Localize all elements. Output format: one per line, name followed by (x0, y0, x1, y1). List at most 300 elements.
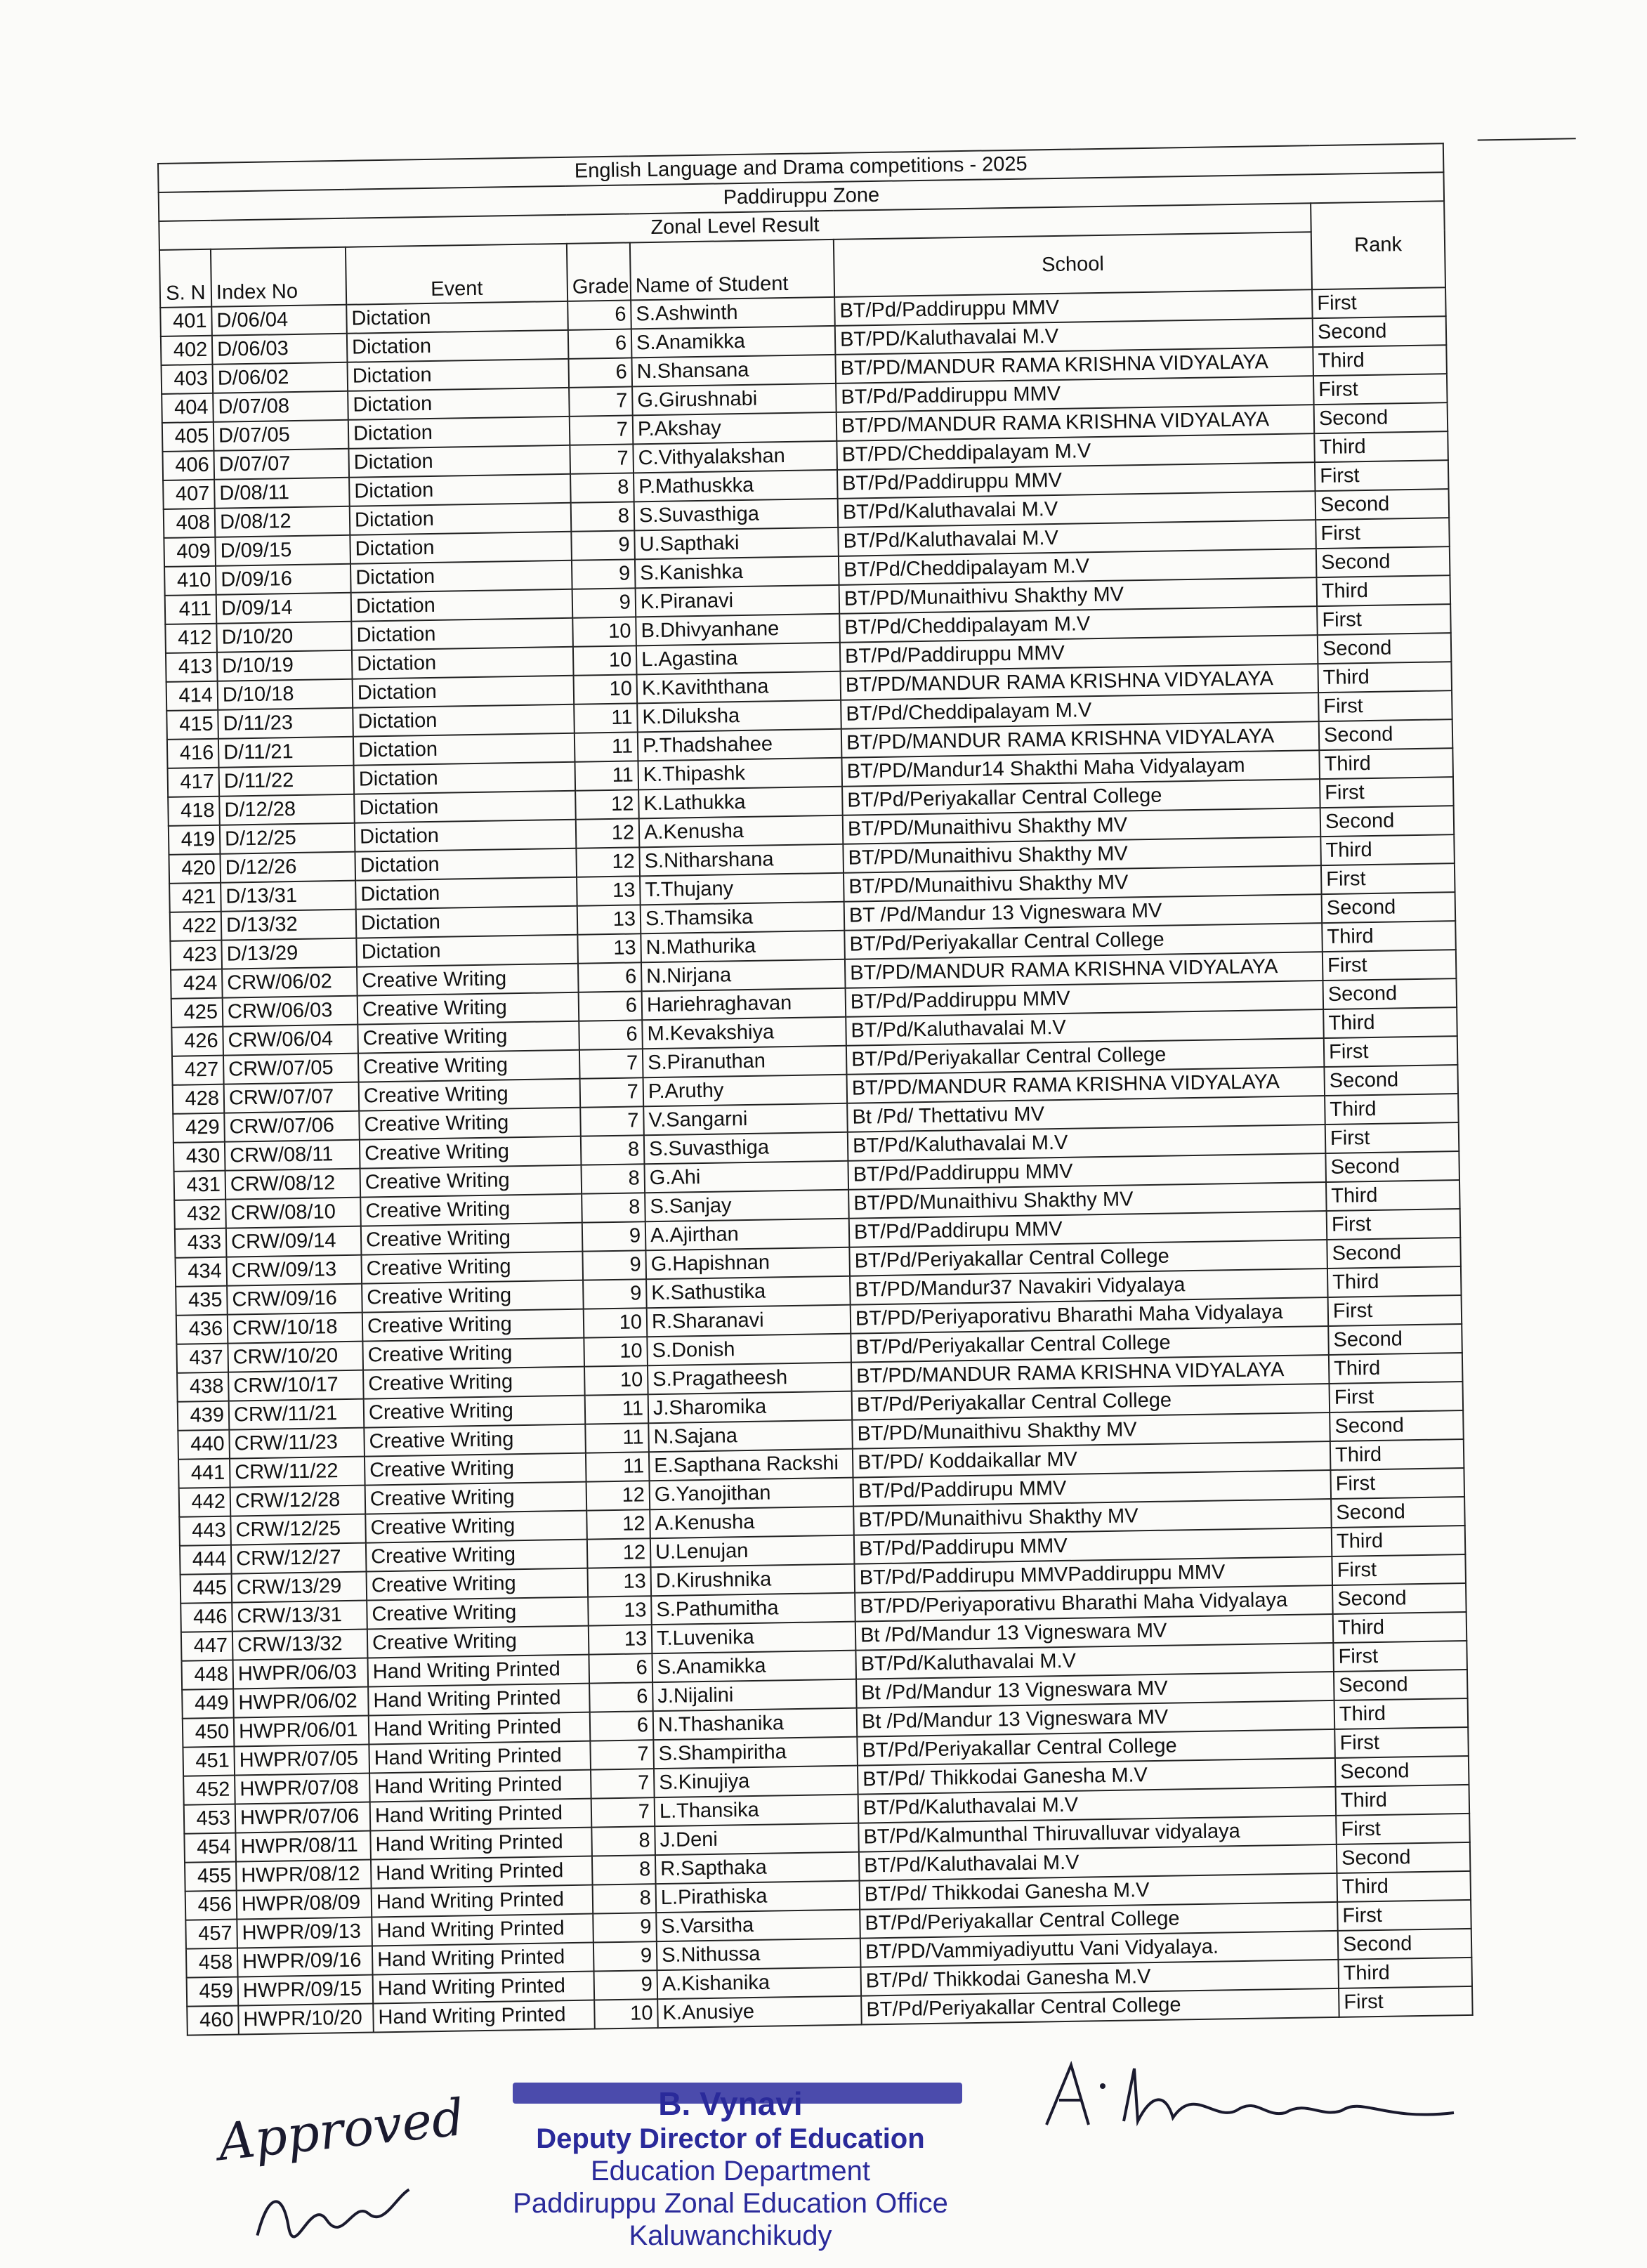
cell-rank: Third (1319, 748, 1453, 779)
cell-student-name: S.Nitharshana (639, 844, 844, 877)
cell-rank: First (1313, 374, 1448, 405)
cell-grade: 8 (581, 1164, 645, 1193)
cell-sn: 419 (169, 825, 221, 855)
cell-grade: 8 (571, 502, 635, 531)
cell-index-no: D/12/26 (220, 852, 355, 883)
stamp-name: B. Vynavi (658, 2085, 803, 2122)
cell-event: Creative Writing (360, 1165, 582, 1198)
cell-rank: First (1312, 287, 1446, 318)
cell-rank: Second (1338, 1929, 1472, 1960)
cell-index-no: HWPR/06/02 (233, 1687, 369, 1718)
cell-student-name: R.Sapthaka (655, 1852, 860, 1884)
cell-school: BT/PD/ Koddaikallar MV (853, 1441, 1331, 1478)
cell-grade: 10 (584, 1337, 648, 1366)
cell-school: BT/Pd/Periyakallar Central College (852, 1384, 1330, 1420)
cell-index-no: HWPR/09/13 (237, 1918, 372, 1948)
cell-student-name: N.Thashanika (653, 1708, 858, 1741)
cell-grade: 11 (586, 1452, 650, 1481)
cell-sn: 418 (168, 797, 220, 826)
cell-event: Creative Writing (362, 1338, 584, 1370)
cell-student-name: K.Kaviththana (637, 671, 841, 704)
cell-school: BT/PD/Munaithivu Shakthy MV (844, 865, 1322, 902)
cell-rank: First (1318, 690, 1452, 721)
cell-school: BT/Pd/Kaluthavalai M.V (855, 1643, 1334, 1679)
cell-sn: 460 (187, 2006, 239, 2036)
cell-index-no: D/12/28 (219, 794, 355, 825)
cell-event: Dictation (356, 935, 578, 967)
cell-event: Dictation (348, 417, 570, 449)
cell-sn: 440 (178, 1430, 230, 1460)
cell-student-name: S.Ashwinth (631, 297, 835, 329)
cell-grade: 13 (577, 876, 641, 905)
cell-rank: First (1324, 1036, 1458, 1067)
cell-event: Creative Writing (360, 1194, 582, 1226)
cell-sn: 439 (178, 1401, 230, 1431)
rank-header: Rank (1311, 201, 1445, 289)
cell-grade: 11 (575, 761, 638, 790)
cell-school: BT/PD/Periyaporativu Bharathi Maha Vidyalaya (851, 1297, 1329, 1334)
cell-student-name: K.Sathustika (646, 1276, 851, 1309)
cell-student-name: N.Mathurika (641, 931, 845, 963)
cell-event: Hand Writing Printed (370, 1799, 592, 1831)
cell-index-no: HWPR/09/15 (238, 1975, 374, 2006)
cell-index-no: D/06/02 (213, 362, 348, 393)
cell-event: Dictation (348, 445, 570, 478)
cell-event: Creative Writing (357, 992, 579, 1025)
signature-left (247, 2175, 421, 2261)
cell-event: Creative Writing (359, 1108, 581, 1140)
cell-sn: 454 (184, 1833, 236, 1863)
cell-sn: 432 (174, 1200, 226, 1229)
cell-school: BT/Pd/Periyakallar Central College (844, 923, 1323, 959)
cell-student-name: S.Pathumitha (651, 1593, 855, 1625)
cell-rank: Second (1324, 1065, 1458, 1096)
cell-rank: Third (1327, 1266, 1462, 1297)
cell-index-no: CRW/12/25 (230, 1514, 366, 1545)
cell-index-no: CRW/06/04 (223, 1025, 358, 1056)
cell-sn: 402 (161, 336, 213, 365)
cell-index-no: HWPR/08/09 (237, 1889, 372, 1920)
stamp-office: Paddiruppu Zonal Education Office (513, 2188, 948, 2219)
zone-title: Paddiruppu Zone (159, 172, 1445, 221)
cell-rank: Third (1333, 1612, 1467, 1643)
cell-index-no: CRW/08/11 (225, 1140, 360, 1171)
cell-sn: 458 (186, 1948, 238, 1978)
cell-index-no: D/11/23 (218, 708, 353, 739)
cell-school: BT/Pd/Paddiruppu MMV (848, 1153, 1326, 1190)
cell-grade: 12 (586, 1509, 650, 1539)
cell-sn: 430 (173, 1142, 225, 1172)
cell-student-name: A.Kishanika (657, 1967, 862, 2000)
cell-index-no: CRW/09/14 (226, 1226, 362, 1257)
approved-handwriting: Approved (215, 2087, 467, 2172)
level-title: Zonal Level Result (159, 203, 1311, 250)
cell-event: Dictation (350, 532, 572, 564)
cell-event: Hand Writing Printed (369, 1712, 591, 1745)
cell-index-no: CRW/09/16 (227, 1284, 362, 1315)
cell-student-name: K.Lathukka (638, 787, 843, 819)
cell-grade: 13 (588, 1567, 652, 1597)
cell-sn: 455 (185, 1862, 237, 1892)
cell-student-name: S.Suvasthiga (634, 499, 839, 531)
cell-event: Creative Writing (365, 1453, 586, 1486)
cell-school: BT/PD/Periyaporativu Bharathi Maha Vidyalaya (855, 1585, 1333, 1622)
cell-event: Dictation (350, 503, 572, 535)
stamp-department: Education Department (590, 2156, 870, 2187)
cell-rank: Second (1330, 1410, 1464, 1441)
cell-event: Dictation (354, 791, 576, 823)
cell-student-name: G.Yanojithan (650, 1478, 854, 1510)
cell-student-name: U.Sapthaki (634, 527, 839, 560)
cell-event: Hand Writing Printed (369, 1741, 591, 1774)
cell-event: Dictation (351, 618, 573, 650)
cell-rank: Third (1322, 921, 1456, 952)
page-title: English Language and Drama competitions - 2025 (158, 143, 1444, 192)
cell-school: BT/Pd/Kalmunthal Thiruvalluvar vidyalaya (858, 1816, 1337, 1852)
cell-rank: Second (1327, 1238, 1461, 1269)
results-table (157, 143, 1474, 2036)
cell-student-name: K.Piranavi (636, 585, 840, 617)
cell-student-name: G.Hapishnan (645, 1247, 850, 1280)
cell-school: BT/Pd/Paddiruppu MMV (846, 981, 1324, 1017)
footer (0, 2058, 1647, 2262)
cell-sn: 413 (166, 653, 218, 682)
cell-school: BT/PD/MANDUR RAMA KRISHNA VIDYALAYA (851, 1355, 1330, 1391)
cell-index-no: D/09/15 (215, 535, 350, 566)
cell-sn: 403 (162, 365, 214, 394)
cell-sn: 429 (173, 1113, 225, 1143)
cell-event: Creative Writing (357, 1021, 579, 1054)
cell-index-no: CRW/07/07 (224, 1082, 360, 1113)
results-sheet (157, 143, 1472, 2052)
cell-sn: 407 (163, 480, 215, 509)
cell-school: BT/Pd/Paddirupu MMVPaddiruppu MMV (854, 1556, 1332, 1593)
cell-rank: First (1337, 1900, 1471, 1931)
cell-school: BT/Pd/Paddiruppu MMV (837, 462, 1315, 499)
cell-student-name: M.Kevakshiya (642, 1017, 846, 1049)
cell-event: Dictation (348, 388, 570, 420)
cell-sn: 427 (172, 1056, 224, 1085)
cell-sn: 406 (162, 451, 214, 480)
cell-student-name: A.Ajirthan (645, 1219, 850, 1251)
cell-sn: 416 (167, 739, 219, 768)
cell-grade: 13 (588, 1596, 652, 1625)
cell-student-name: S.Piranuthan (643, 1046, 847, 1078)
cell-school: BT/PD/Mandur14 Shakthi Maha Vidyalayam (841, 750, 1320, 787)
cell-grade: 6 (578, 962, 642, 992)
cell-sn: 412 (165, 624, 217, 653)
cell-school: BT/Pd/Periyakallar Central College (857, 1729, 1335, 1766)
cell-sn: 425 (171, 998, 223, 1028)
cell-event: Dictation (354, 762, 576, 794)
stamp-title: Deputy Director of Education (536, 2123, 925, 2154)
cell-rank: First (1325, 1122, 1459, 1153)
cell-grade: 10 (594, 1999, 658, 2028)
cell-student-name: T.Thujany (640, 873, 844, 905)
cell-sn: 401 (160, 307, 212, 336)
cell-grade: 12 (586, 1481, 650, 1510)
cell-grade: 6 (567, 300, 631, 329)
cell-rank: Second (1328, 1324, 1462, 1355)
cell-school: BT/Pd/Periyakallar Central College (861, 1988, 1339, 2025)
cell-student-name: R.Sharanavi (647, 1305, 851, 1337)
cell-student-name: G.Ahi (644, 1161, 848, 1193)
cell-event: Dictation (347, 359, 569, 391)
cell-school: BT/Pd/Paddiruppu MMV (836, 376, 1314, 412)
cell-event: Hand Writing Printed (370, 1828, 592, 1860)
cell-rank: Third (1326, 1180, 1460, 1211)
cell-rank: First (1330, 1382, 1464, 1412)
cell-index-no: D/10/18 (218, 679, 353, 710)
signature-right (1032, 2058, 1468, 2135)
cell-sn: 404 (162, 393, 214, 423)
cell-sn: 437 (176, 1344, 228, 1373)
cell-student-name: K.Diluksha (637, 700, 841, 733)
col-name: Name of Student (630, 240, 834, 301)
cell-event: Creative Writing (365, 1482, 587, 1514)
cell-school: BT/PD/Cheddipalayam M.V (836, 433, 1315, 470)
cell-grade: 7 (579, 1049, 643, 1078)
cell-grade: 6 (579, 1020, 643, 1049)
cell-grade: 7 (570, 444, 634, 473)
cell-index-no: D/07/07 (214, 449, 349, 480)
cell-student-name: N.Nirjana (641, 959, 846, 992)
cell-grade: 8 (570, 473, 634, 502)
cell-sn: 449 (182, 1689, 234, 1719)
cell-index-no: D/11/22 (219, 766, 355, 797)
cell-school: Bt /Pd/ Thettativu MV (847, 1096, 1325, 1132)
cell-rank: First (1323, 950, 1457, 981)
cell-sn: 405 (162, 422, 214, 452)
cell-sn: 442 (179, 1488, 231, 1517)
cell-school: BT/Pd/ Thikkodai Ganesha M.V (860, 1960, 1339, 1996)
cell-rank: First (1328, 1295, 1462, 1326)
cell-rank: Third (1325, 1094, 1459, 1125)
cell-grade: 6 (589, 1682, 653, 1712)
cell-student-name: Hariehraghavan (642, 988, 846, 1021)
cell-school: BT/PD/MANDUR RAMA KRISHNA VIDYALAYA (836, 405, 1315, 441)
cell-sn: 446 (181, 1603, 232, 1632)
cell-index-no: CRW/11/22 (230, 1457, 365, 1488)
cell-sn: 457 (185, 1920, 237, 1949)
cell-sn: 422 (170, 912, 222, 941)
cell-event: Creative Writing (364, 1424, 586, 1457)
cell-school: BT/PD/Munaithivu Shakthy MV (853, 1499, 1332, 1535)
cell-student-name: N.Shansana (631, 355, 836, 387)
cell-school: BT/Pd/Kaluthavalai M.V (838, 491, 1316, 527)
cell-rank: Third (1336, 1785, 1470, 1816)
cell-grade: 13 (589, 1625, 652, 1654)
cell-index-no: CRW/08/12 (225, 1169, 361, 1200)
cell-rank: First (1320, 777, 1454, 808)
cell-school: BT/Pd/Periyakallar Central College (842, 779, 1320, 815)
cell-student-name: T.Luvenika (652, 1622, 856, 1654)
cell-student-name: D.Kirushnika (650, 1564, 855, 1597)
cell-school: BT/PD/MANDUR RAMA KRISHNA VIDYALAYA (847, 1067, 1325, 1103)
cell-sn: 450 (183, 1718, 235, 1748)
cell-sn: 444 (180, 1545, 232, 1575)
cell-sn: 423 (170, 940, 222, 970)
cell-sn: 408 (164, 509, 216, 538)
cell-rank: Second (1331, 1497, 1465, 1528)
cell-school: BT/Pd/Kaluthavalai M.V (846, 1009, 1324, 1046)
cell-sn: 415 (166, 710, 218, 740)
cell-sn: 424 (171, 969, 223, 999)
cell-sn: 445 (181, 1574, 232, 1604)
cell-grade: 9 (582, 1250, 646, 1280)
cell-grade: 7 (591, 1797, 655, 1827)
cell-index-no: D/11/21 (218, 737, 354, 768)
cell-index-no: D/10/20 (216, 622, 352, 653)
cell-index-no: D/08/12 (215, 506, 350, 537)
cell-index-no: CRW/13/29 (232, 1572, 367, 1603)
cell-grade: 8 (582, 1193, 645, 1222)
cell-index-no: CRW/10/20 (228, 1342, 363, 1372)
cell-index-no: CRW/12/28 (230, 1486, 366, 1516)
cell-sn: 451 (183, 1747, 235, 1776)
cell-grade: 11 (575, 732, 638, 761)
cell-index-no: D/13/29 (221, 938, 357, 969)
cell-student-name: P.Aruthy (643, 1075, 848, 1107)
cell-rank: First (1339, 1986, 1473, 2017)
cell-student-name: S.Anamikka (652, 1651, 856, 1683)
cell-student-name: E.Sapthana Rackshi (649, 1449, 853, 1481)
cell-event: Creative Writing (367, 1568, 589, 1601)
cell-event: Dictation (352, 647, 574, 679)
cell-sn: 434 (175, 1257, 227, 1287)
cell-sn: 417 (168, 768, 220, 797)
cell-school: BT/Pd/Cheddipalayam M.V (839, 606, 1318, 643)
cell-grade: 7 (590, 1740, 654, 1769)
cell-sn: 414 (166, 681, 218, 711)
cell-grade: 9 (594, 1970, 658, 2000)
cell-index-no: CRW/06/03 (223, 996, 358, 1027)
cell-rank: First (1315, 518, 1450, 549)
cell-sn: 411 (165, 595, 217, 624)
cell-school: BT/Pd/Kaluthavalai M.V (858, 1787, 1337, 1823)
cell-grade: 9 (571, 530, 635, 560)
cell-sn: 448 (182, 1660, 234, 1690)
cell-rank: Third (1320, 834, 1455, 865)
cell-school: BT/Pd/ Thikkodai Ganesha M.V (858, 1758, 1336, 1795)
cell-rank: Second (1337, 1842, 1471, 1873)
cell-event: Creative Writing (361, 1252, 583, 1284)
cell-grade: 12 (576, 818, 640, 848)
cell-grade: 7 (569, 386, 633, 416)
cell-rank: Third (1330, 1439, 1464, 1470)
cell-event: Creative Writing (357, 964, 579, 996)
cell-rank: Third (1314, 431, 1448, 462)
cell-event: Dictation (355, 820, 577, 852)
cell-event: Dictation (353, 733, 575, 766)
cell-school: BT/Pd/Paddirupu MMV (853, 1470, 1332, 1507)
cell-rank: Third (1338, 1958, 1472, 1988)
cell-school: BT/Pd/Paddiruppu MMV (840, 635, 1318, 671)
cell-grade: 9 (593, 1941, 657, 1971)
cell-sn: 441 (178, 1459, 230, 1488)
cell-event: Hand Writing Printed (372, 1943, 594, 1975)
cell-school: BT/PD/MANDUR RAMA KRISHNA VIDYALAYA (845, 952, 1323, 988)
cell-event: Hand Writing Printed (371, 1856, 593, 1889)
cell-rank: First (1315, 460, 1449, 491)
cell-rank: Third (1316, 575, 1450, 606)
cell-index-no: CRW/06/02 (222, 967, 357, 998)
cell-event: Dictation (355, 848, 577, 881)
cell-index-no: CRW/07/06 (224, 1111, 360, 1142)
cell-sn: 456 (185, 1891, 237, 1920)
cell-rank: Third (1318, 662, 1452, 693)
cell-school: BT/PD/Vammiyadiyuttu Vani Vidyalaya. (860, 1931, 1339, 1967)
cell-student-name: S.Donish (647, 1334, 851, 1366)
cell-index-no: HWPR/06/01 (234, 1716, 369, 1747)
cell-rank: First (1330, 1468, 1464, 1499)
cell-student-name: J.Nijalini (652, 1679, 857, 1712)
cell-grade: 8 (593, 1884, 657, 1913)
cell-index-no: HWPR/07/05 (234, 1745, 369, 1776)
cell-student-name: K.Anusiye (657, 1996, 862, 2028)
cell-school: BT/Pd/Periyakallar Central College (851, 1326, 1329, 1363)
cell-event: Hand Writing Printed (373, 2000, 595, 2033)
cell-sn: 433 (175, 1228, 227, 1258)
cell-grade: 9 (572, 559, 636, 589)
cell-rank: Second (1334, 1670, 1468, 1700)
cell-grade: 9 (572, 588, 636, 617)
cell-rank: Second (1322, 892, 1456, 923)
cell-event: Creative Writing (360, 1136, 582, 1169)
cell-grade: 7 (570, 415, 634, 445)
cell-event: Hand Writing Printed (373, 1972, 595, 2004)
cell-event: Hand Writing Printed (367, 1655, 589, 1687)
cell-rank: Second (1325, 1151, 1459, 1182)
cell-rank: Second (1313, 316, 1447, 347)
cell-school: BT/PD/Munaithivu Shakthy MV (839, 577, 1318, 614)
cell-index-no: HWPR/09/16 (237, 1946, 373, 1977)
cell-student-name: J.Deni (655, 1823, 859, 1856)
cell-sn: 443 (179, 1516, 231, 1546)
cell-student-name: C.Vithyalakshan (633, 441, 837, 473)
cell-index-no: HWPR/07/06 (235, 1802, 371, 1833)
cell-grade: 11 (585, 1394, 649, 1424)
cell-student-name: S.Kinujiya (654, 1766, 858, 1798)
cell-index-no: D/07/08 (213, 391, 348, 422)
cell-school: BT/PD/Munaithivu Shakthy MV (852, 1412, 1330, 1449)
col-school: School (834, 232, 1312, 297)
cell-school: BT /Pd/Mandur 13 Vigneswara MV (844, 894, 1323, 931)
cell-index-no: CRW/13/31 (232, 1601, 367, 1632)
cell-event: Creative Writing (366, 1540, 588, 1572)
cell-grade: 12 (576, 847, 640, 877)
cell-rank: Second (1332, 1583, 1466, 1614)
cell-student-name: A.Kenusha (650, 1507, 854, 1539)
cell-rank: Third (1337, 1871, 1471, 1902)
cell-rank: First (1334, 1727, 1469, 1758)
cell-event: Hand Writing Printed (369, 1770, 591, 1802)
cell-index-no: D/10/19 (217, 650, 353, 681)
cell-student-name: G.Girushnabi (632, 384, 836, 416)
cell-event: Dictation (347, 330, 569, 362)
cell-event: Dictation (349, 474, 571, 506)
cell-rank: Second (1315, 489, 1450, 520)
cell-event: Dictation (346, 301, 568, 334)
cell-school: Bt /Pd/Mandur 13 Vigneswara MV (856, 1672, 1334, 1708)
cell-sn: 435 (176, 1286, 228, 1316)
cell-school: BT/Pd/Paddirupu MMV (849, 1211, 1327, 1247)
cell-grade: 10 (584, 1365, 648, 1395)
cell-student-name: S.Varsitha (656, 1910, 860, 1942)
cell-event: Creative Writing (364, 1396, 586, 1428)
cell-rank: First (1336, 1814, 1470, 1844)
cell-grade: 13 (577, 905, 641, 934)
